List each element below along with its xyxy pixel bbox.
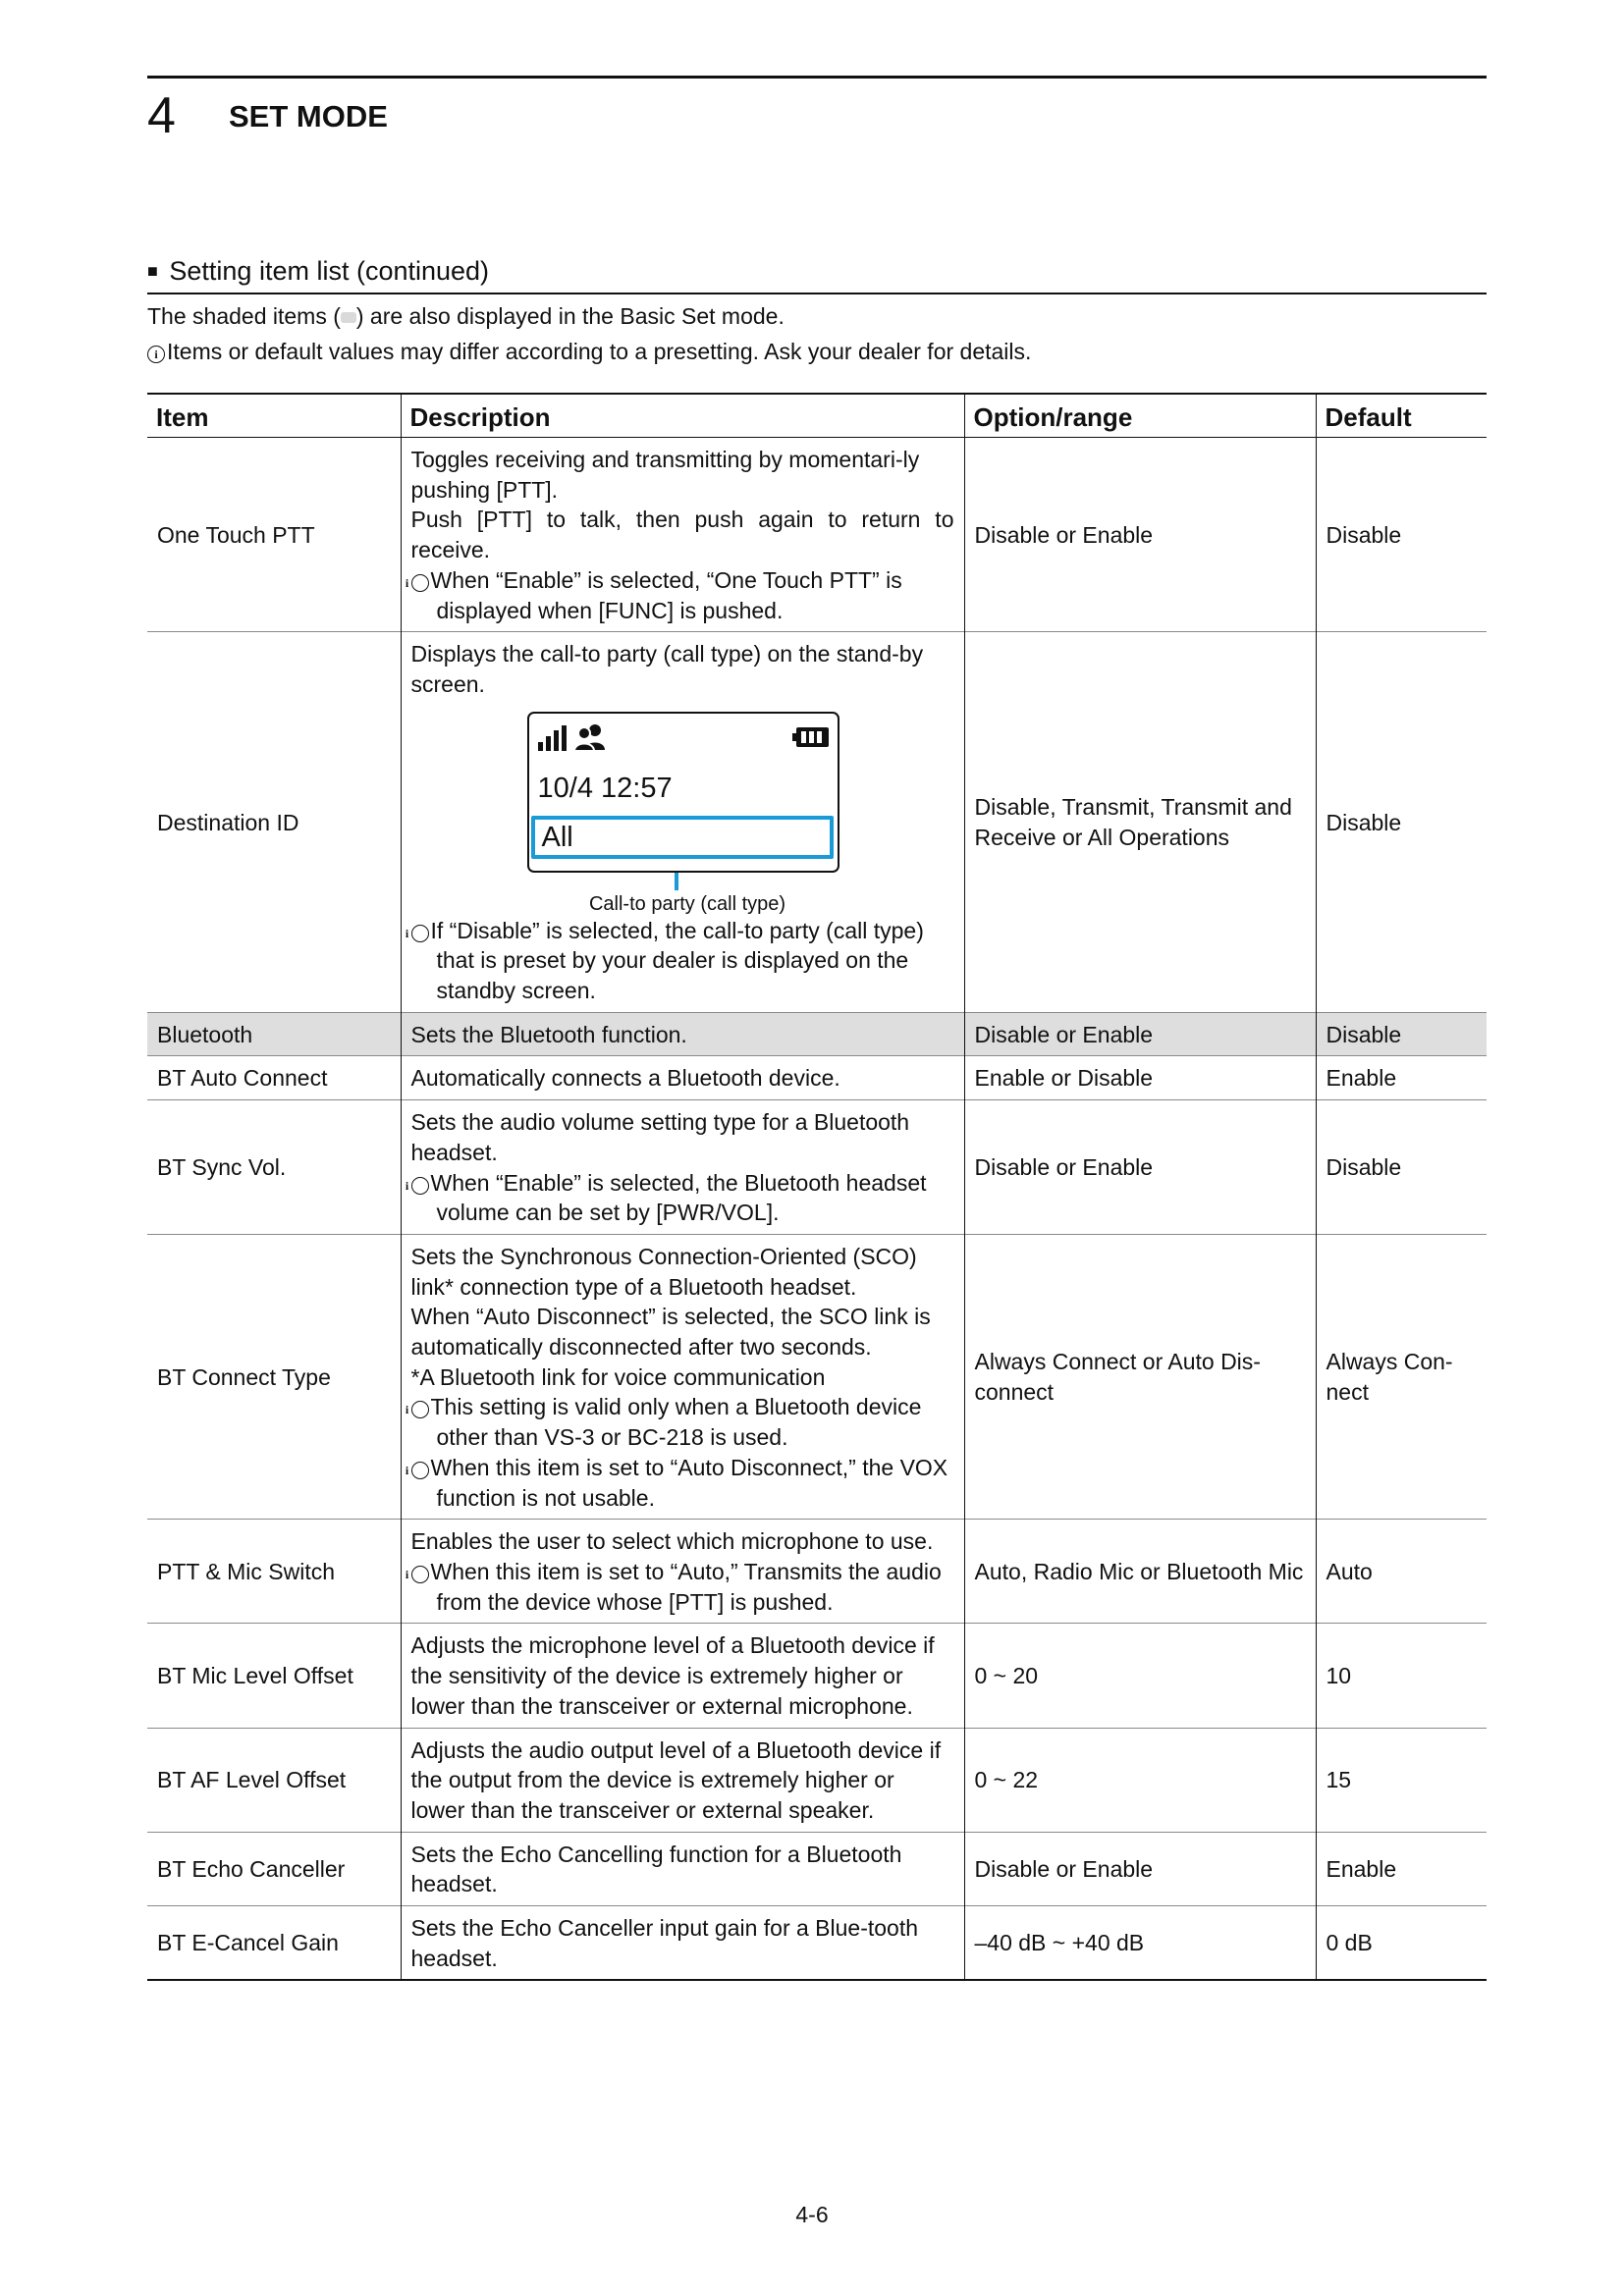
description-cell: Adjusts the audio output level of a Bluetooth device if the output from the device is extremely higher or lower than the transceiver or external speaker. xyxy=(401,1728,964,1832)
description-cell: Sets the Echo Canceller input gain for a Blue-tooth headset. xyxy=(401,1906,964,1981)
group-call-icon xyxy=(574,723,606,751)
item-cell: BT Sync Vol. xyxy=(147,1100,401,1235)
description-note: i This setting is valid only when a Bluetooth device other than VS-3 or BC-218 is used. xyxy=(405,1394,922,1451)
top-rule xyxy=(147,76,1487,79)
description-cell: Sets the Echo Cancelling function for a Bluetooth headset. xyxy=(401,1832,964,1905)
callout-pointer xyxy=(675,873,678,890)
chapter-number: 4 xyxy=(147,87,176,144)
option-cell: Always Connect or Auto Dis-connect xyxy=(964,1234,1316,1519)
description-cell xyxy=(401,1100,964,1235)
page-number: 4-6 xyxy=(795,2202,829,2227)
default-cell: Disable xyxy=(1316,1012,1487,1056)
item-cell: BT Connect Type xyxy=(147,1234,401,1519)
default-cell: 0 dB xyxy=(1316,1906,1487,1981)
item-cell: PTT & Mic Switch xyxy=(147,1520,401,1624)
default-cell: 10 xyxy=(1316,1624,1487,1728)
chapter-title: SET MODE xyxy=(229,99,388,133)
description-text: When “Auto Disconnect” is selected, the SCO link is automatically disconnected after two seconds. xyxy=(410,1304,931,1361)
item-cell: BT E-Cancel Gain xyxy=(147,1906,401,1981)
description-cell xyxy=(401,1520,964,1624)
option-cell: Auto, Radio Mic or Bluetooth Mic xyxy=(964,1520,1316,1624)
item-cell: BT Mic Level Offset xyxy=(147,1624,401,1728)
info-circle-icon: i xyxy=(411,925,429,942)
option-cell: Disable or Enable xyxy=(964,438,1316,632)
table-row xyxy=(147,1906,1487,1981)
table-row xyxy=(147,1520,1487,1624)
table-row xyxy=(147,1728,1487,1832)
lcd-callto-box xyxy=(531,816,834,859)
section-heading xyxy=(147,253,1487,294)
lcd-callto-value: All xyxy=(541,821,573,853)
table-row xyxy=(147,1832,1487,1905)
option-cell: 0 ~ 20 xyxy=(964,1624,1316,1728)
item-cell: Destination ID xyxy=(147,632,401,1013)
default-cell: Enable xyxy=(1316,1832,1487,1905)
header-option: Option/range xyxy=(964,394,1316,438)
option-cell: Disable or Enable xyxy=(964,1012,1316,1056)
lcd-caption: Call-to party (call type) xyxy=(588,892,786,915)
description-note: i If “Disable” is selected, the call-to party (call type) that is preset by your dealer is displayed on the standby screen. xyxy=(405,917,924,1004)
description-cell xyxy=(401,1234,964,1519)
table-row xyxy=(147,438,1487,632)
item-cell: BT AF Level Offset xyxy=(147,1728,401,1832)
info-circle-icon: i xyxy=(411,574,429,592)
option-cell: 0 ~ 22 xyxy=(964,1728,1316,1832)
info-circle-icon: i xyxy=(411,1401,429,1418)
lcd-illustration xyxy=(411,700,954,916)
header-description: Description xyxy=(401,394,964,438)
lcd-screen xyxy=(527,712,839,873)
table-header-row xyxy=(147,394,1487,438)
settings-table xyxy=(147,393,1487,1981)
option-cell: Disable or Enable xyxy=(964,1832,1316,1905)
option-cell: Disable, Transmit, Transmit and Receive or All Operations xyxy=(964,632,1316,1013)
default-cell: Disable xyxy=(1316,438,1487,632)
section-title: Setting item list (continued) xyxy=(169,256,490,286)
description-note: i When “Enable” is selected, “One Touch PTT” is displayed when [FUNC] is pushed. xyxy=(405,566,902,623)
default-cell: Disable xyxy=(1316,1100,1487,1235)
battery-icon xyxy=(792,726,830,748)
option-cell: Enable or Disable xyxy=(964,1056,1316,1100)
dealer-note-text: Items or default values may differ according to a presetting. Ask your dealer for details. xyxy=(167,339,1032,364)
description-note: i When this item is set to “Auto,” Transmits the audio from the device whose [PTT] is pushed. xyxy=(405,1558,942,1615)
info-circle-icon: i xyxy=(411,1462,429,1479)
description-note: i When this item is set to “Auto Disconnect,” the VOX function is not usable. xyxy=(405,1454,948,1511)
table-row xyxy=(147,1234,1487,1519)
description-text: Push [PTT] to talk, then push again to return to receive. xyxy=(410,507,954,563)
shaded-note xyxy=(147,300,785,332)
description-cell: Automatically connects a Bluetooth device. xyxy=(401,1056,964,1100)
info-circle-icon: i xyxy=(147,346,165,363)
table-row xyxy=(147,1100,1487,1235)
description-cell: Sets the Bluetooth function. xyxy=(401,1012,964,1056)
description-text: *A Bluetooth link for voice communication xyxy=(410,1363,826,1390)
table-row xyxy=(147,1012,1487,1056)
item-cell: BT Echo Canceller xyxy=(147,1832,401,1905)
table-row xyxy=(147,1624,1487,1728)
description-cell: Adjusts the microphone level of a Bluetooth device if the sensitivity of the device is extremely higher or lower than the transceiver or external microphone. xyxy=(401,1624,964,1728)
description-text: Displays the call-to party (call type) on the stand-by screen. xyxy=(410,641,924,697)
info-circle-icon: i xyxy=(411,1566,429,1583)
description-text: Sets the audio volume setting type for a Bluetooth headset. xyxy=(410,1109,910,1165)
signal-bars-icon xyxy=(538,725,568,751)
shaded-note-text-b: ) are also displayed in the Basic Set mode. xyxy=(355,303,785,329)
default-cell: Auto xyxy=(1316,1520,1487,1624)
option-cell: Disable or Enable xyxy=(964,1100,1316,1235)
description-text: Enables the user to select which microphone to use. xyxy=(410,1528,934,1555)
section-bullet: ■ xyxy=(147,261,158,281)
default-cell: 15 xyxy=(1316,1728,1487,1832)
default-cell: Always Con-nect xyxy=(1316,1234,1487,1519)
shaded-swatch xyxy=(341,312,356,323)
default-cell: Disable xyxy=(1316,632,1487,1013)
table-row xyxy=(147,1056,1487,1100)
item-cell: Bluetooth xyxy=(147,1012,401,1056)
table-row xyxy=(147,632,1487,1013)
item-cell: BT Auto Connect xyxy=(147,1056,401,1100)
description-text: Toggles receiving and transmitting by momentari-ly pushing [PTT]. xyxy=(410,447,920,503)
info-circle-icon: i xyxy=(411,1177,429,1195)
dealer-note xyxy=(147,336,1031,367)
shaded-note-text-a: The shaded items ( xyxy=(147,303,341,329)
description-cell xyxy=(401,632,964,1013)
default-cell: Enable xyxy=(1316,1056,1487,1100)
option-cell: –40 dB ~ +40 dB xyxy=(964,1906,1316,1981)
header-default: Default xyxy=(1316,394,1487,438)
lcd-datetime: 10/4 12:57 xyxy=(537,772,673,804)
description-cell xyxy=(401,438,964,632)
item-cell: One Touch PTT xyxy=(147,438,401,632)
description-note: i When “Enable” is selected, the Bluetooth headset volume can be set by [PWR/VOL]. xyxy=(405,1169,927,1226)
header-item: Item xyxy=(147,394,401,438)
description-text: Sets the Synchronous Connection-Oriented (SCO) link* connection type of a Bluetooth headset. xyxy=(410,1243,917,1300)
